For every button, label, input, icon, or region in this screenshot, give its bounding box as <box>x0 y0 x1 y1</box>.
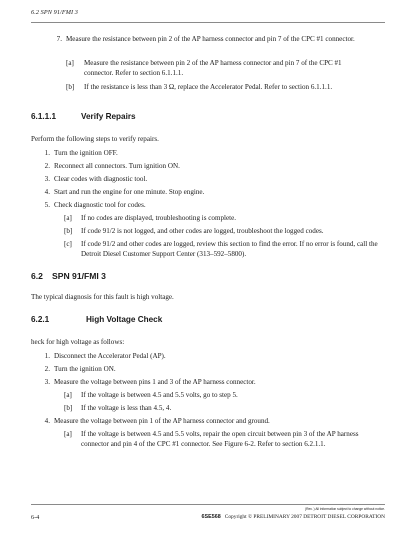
substep-label: [b] <box>64 404 73 412</box>
substep-label: [b] <box>66 83 75 91</box>
step-number: 4. <box>44 188 50 196</box>
step-text: Start and run the engine for one minute. Stop engine. <box>54 188 205 196</box>
step-number: 3. <box>44 175 50 183</box>
step-text: Measure the voltage between pin 1 of the AP harness connector and ground. <box>54 417 270 425</box>
step-text: Turn the ignition OFF. <box>54 149 118 157</box>
section-title: High Voltage Check <box>86 315 163 324</box>
step-text: Disconnect the Accelerator Pedal (AP). <box>54 352 166 360</box>
section-intro: heck for high voltage as follows: <box>31 338 125 346</box>
substep-text: Measure the resistance between pin 2 of the AP harness connector and pin 7 of the CPC #1 connector. Refer to section 6.1.1.1. <box>84 59 342 77</box>
section-number: 6.2 <box>31 271 43 281</box>
step-text: Reconnect all connectors. Turn ignition ON. <box>54 162 180 170</box>
substep-text: If the voltage is between 4.5 and 5.5 volts, go to step 5. <box>81 391 238 399</box>
step-number: 4. <box>44 417 50 425</box>
section-intro: Perform the following steps to verify repairs. <box>31 135 159 143</box>
step-number: 2. <box>44 162 50 170</box>
step-number: 7. <box>56 35 62 43</box>
step-text: Check diagnostic tool for codes. <box>54 201 146 209</box>
step-number: 1. <box>44 149 50 157</box>
substep-label: [a] <box>64 430 72 438</box>
section-title: SPN 91/FMI 3 <box>52 271 106 281</box>
footer-copyright <box>202 514 385 520</box>
copyright-text: Copyright © PRELIMINARY 2007 DETROIT DIESEL CORPORATION <box>224 514 385 520</box>
section-number: 6.1.1.1 <box>31 112 57 121</box>
substep-label: [a] <box>64 391 72 399</box>
substep-text: If the resistance is less than 3 Ω, replace the Accelerator Pedal. Refer to section 6.1.1.1. <box>84 83 333 91</box>
step-number: 1. <box>44 352 50 360</box>
section-title: Verify Repairs <box>81 112 136 121</box>
step-text: Measure the voltage between pins 1 and 3 of the AP harness connector. <box>54 378 256 386</box>
running-head: 6.2 SPN 91/FMI 3 <box>31 9 78 16</box>
substep-text: If the voltage is between 4.5 and 5.5 volts, repair the open circuit between pin 3 of the AP harness connector and pin 4 of the CPC #1 connector. See Figure 6-2. Refer to section 6.2.1.1. <box>81 430 359 448</box>
step-text: Turn the ignition ON. <box>54 365 116 373</box>
step-text: Clear codes with diagnostic tool. <box>54 175 148 183</box>
section-number: 6.2.1 <box>31 315 50 324</box>
page-number: 6-4 <box>31 514 40 521</box>
step-number: 3. <box>44 378 50 386</box>
substep-text: If code 91/2 is not logged, and other codes are logged, troubleshoot the logged codes. <box>81 227 324 235</box>
substep-text: If no codes are displayed, troubleshooting is complete. <box>81 214 237 222</box>
substep-text: If the voltage is less than 4.5, 4. <box>81 404 172 412</box>
header-rule <box>31 22 385 23</box>
step-text: Measure the resistance between pin 2 of the AP harness connector and pin 7 of the CPC #1 connector. <box>66 35 355 43</box>
doc-code: 6SE568 <box>201 514 221 520</box>
step-number: 2. <box>44 365 50 373</box>
footer-note: (Rev. ) All information subject to change without notice. <box>304 507 385 511</box>
substep-text: If code 91/2 and other codes are logged, review this section to find the error. If no error is found, call the Detroit Diesel Customer Support Center (313–592–5800). <box>81 240 378 258</box>
substep-label: [c] <box>64 240 72 248</box>
substep-label: [a] <box>66 59 74 67</box>
substep-label: [b] <box>64 227 73 235</box>
footer-rule <box>31 504 385 505</box>
section-intro: The typical diagnosis for this fault is high voltage. <box>31 293 174 301</box>
step-number: 5. <box>44 201 50 209</box>
substep-label: [a] <box>64 214 72 222</box>
